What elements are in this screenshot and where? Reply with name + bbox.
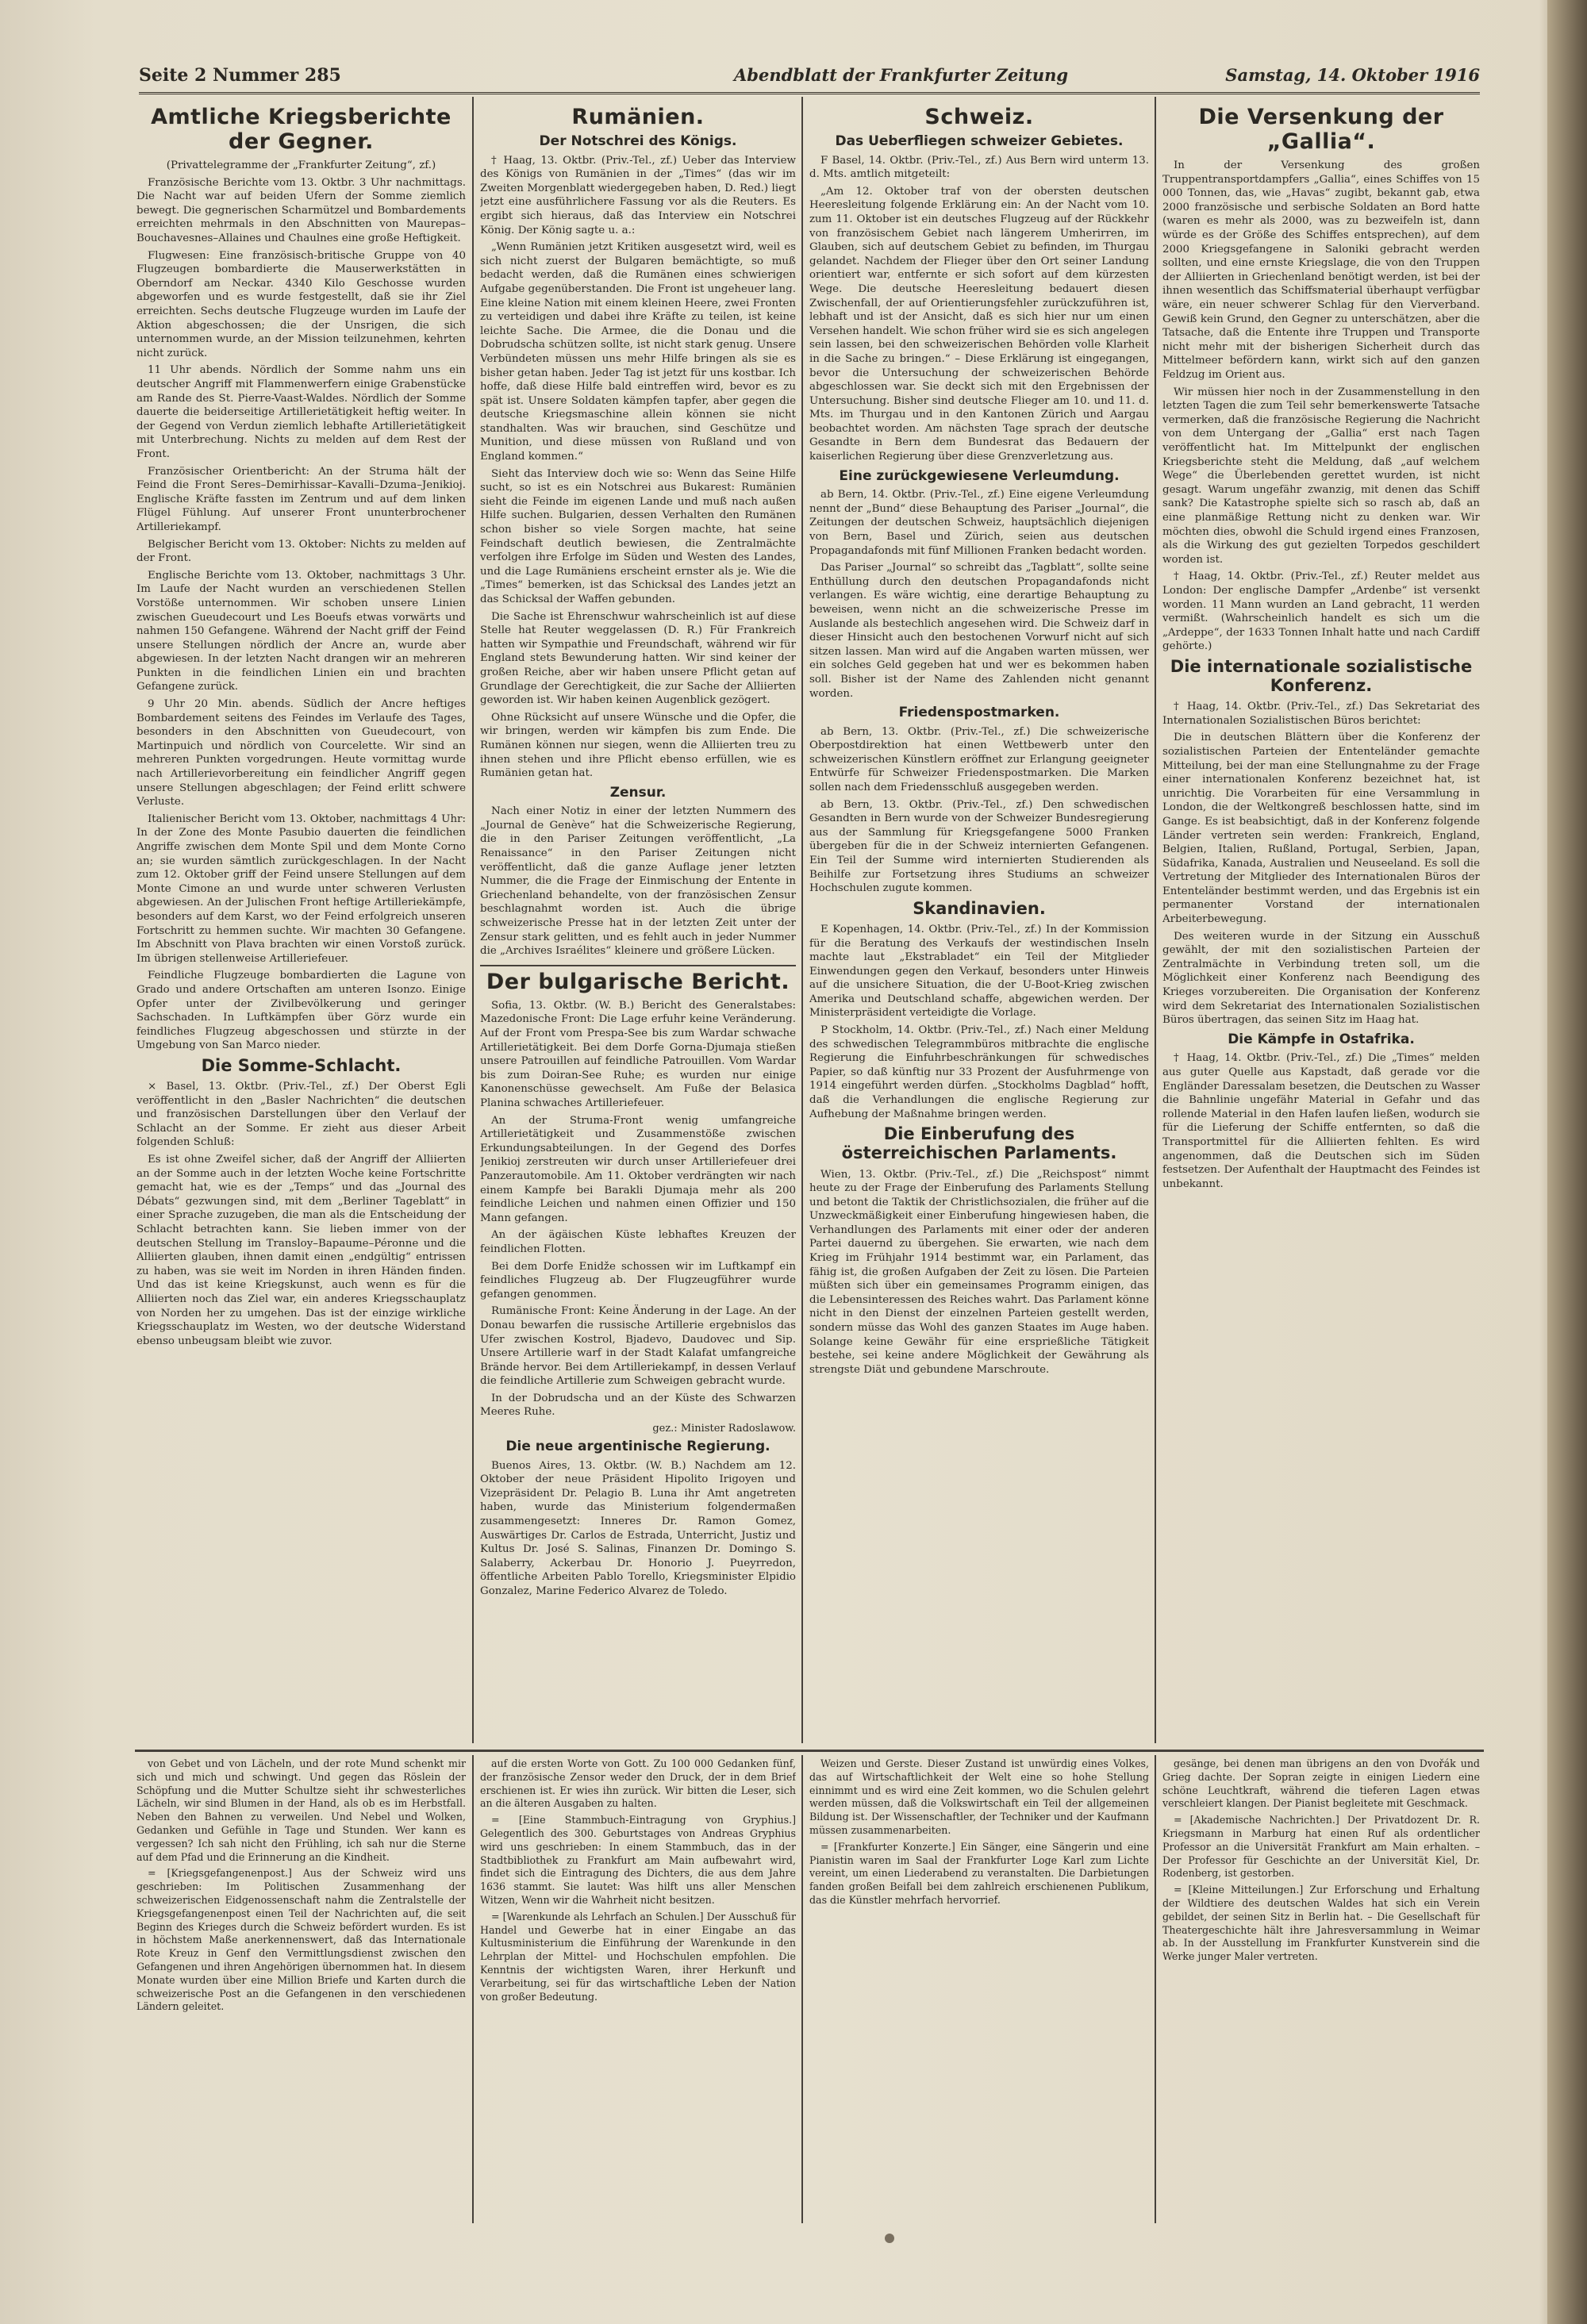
article-paragraph: In der Versenkung des großen Truppentransportdampfers „Gallia“, eines Schiffes von 15 000 Tonnen, das, wie „Havas“ zugibt, bekannt gab, etwa 2000 französische und serbische Soldaten an Bord hatte (waren es mehr als 2000, was zu bezweifeln ist, dann würde es der Größe des Schiffes entsprechen), auf dem 2000 Kriegsgefangene in Saloniki gebracht werden sollten, und eine ernste Kriegslage, die von den Truppen der Alliierten in Griechenland benötigt werden, ist bei der ihnen wesentlich das Schiffsmaterial überhaupt verfügbar wäre, ein neuer schwerer Schlag für den Vierverband. Gewiß kein Grund, den Gegner zu unterschätzen, aber die Tatsache, daß die Entente ihre Truppen und Transporte nicht mehr mit der bisherigen Sicherheit durch das Mittelmeer befördern kann, wirkt sich auf den ganzen Feldzug im Orient aus. (1162, 159, 1480, 381)
column-rule (472, 1755, 474, 2223)
article-paragraph: Feindliche Flugzeuge bombardierten die Lagune von Grado und andere Ortschaften am unteren Isonzo. Einige Opfer unter der Zivilbevölkerung und geringer Sachschaden. In Luftkämpfen über Görz wurde ein feindliches Flugzeug abgeschossen und stürzte in der Umgebung von San Marco nieder. (136, 970, 466, 1052)
feuilleton-paragraph: Weizen und Gerste. Dieser Zustand ist unwürdig eines Volkes, das auf Wirtschaftlichkeit der Welt eine so hohe Stellung einnimmt und es wird eine Zeit kommen, wo die Schulen gelehrt werden müssen, daß die Volkswirtschaft ein Teil der allgemeinen Bildung ist. Der Wissenschaftler, der Techniker und der Kaufmann müssen zusammenarbeiten. (809, 1757, 1149, 1836)
column-switzerland (809, 102, 1149, 1744)
feuilleton-column-2 (480, 1757, 796, 2222)
masthead: Abendblatt der Frankfurter Zeitung (734, 65, 1069, 85)
article-title: Die Einberufung des österreichischen Parlaments. (841, 1124, 1117, 1163)
article-paragraph: Italienischer Bericht vom 13. Oktober, nachmittags 4 Uhr: In der Zone des Monte Pasubio dauerten die feindlichen Angriffe zwischen dem Monte Spil und dem Monte Corno an; sie wurden sämtlich zurückgeschlagen. In der Nacht zum 12. Oktober griff der Feind unsere Stellungen auf dem Monte Cimone an und wurde unter schweren Verlusten abgewiesen. An der Julischen Front heftige Artilleriekämpfe, besonders auf dem Karst, wo der Feind erfolgreich unseren Fortschritt zu hemmen suchte. Wir machten 30 Gefangene. Im Abschnitt von Plava brachten wir einen Vorstoß zurück. Im übrigen stellenweise Artilleriefeuer. (136, 812, 466, 965)
article-title: Amtliche Kriegsberichte der Gegner. (151, 105, 452, 155)
article-paragraph: An der Struma-Front wenig umfangreiche Artillerietätigkeit und Zusammenstöße zwischen Erkundungsabteilungen. In der Gegend des Dorfes Jenikioj zerstreuten wir durch unser Artilleriefeuer drei Panzerautomobile. Am 11. Oktober verdrängten wir nach einem Kampfe bei Barakli Djumaja mehr als 200 feindliche Leichen und nahmen einen Offizier und 150 Mann gefangen. (480, 1114, 796, 1224)
article-title: Die Somme-Schlacht. (201, 1055, 402, 1075)
feuilleton-column-4 (1162, 1757, 1480, 2222)
article-paragraph: 11 Uhr abends. Nördlich der Somme nahm uns ein deutscher Angriff mit Flammenwerfern einige Grabenstücke am Rande des St. Pierre-Vaast-Waldes. Nördlich der Somme dauerte die beiderseitige Artillerietätigkeit heftig weiter. In der Gegend von Verdun ziemlich lebhafte Artillerietätigkeit mit Unterbrechung. Nichts zu melden auf dem Rest der Front. (136, 364, 466, 460)
feuilleton-paragraph: = [Eine Stammbuch-Eintragung von Gryphius.] Gelegentlich des 300. Geburtstages von Andreas Gryphius wird uns geschrieben: In einem Stammbuch, das in der Stadtbibliothek zu Frankfurt am Main aufbewahrt wird, findet sich die Eintragung des Dichters, die aus dem Jahre 1636 stammt. Sie lautet: Was hilft uns aller Menschen Witzen, Wenn wir die Wahrheit nicht besitzen. (480, 1814, 796, 1906)
page-header (139, 65, 1480, 94)
article-title: Die internationale sozialistische Konferenz. (1170, 656, 1473, 696)
article-paragraph: † Haag, 14. Oktbr. (Priv.-Tel., zf.) Das Sekretariat des Internationalen Sozialistischen Büros berichtet: (1162, 701, 1480, 727)
article-paragraph: Wien, 13. Oktbr. (Priv.-Tel., zf.) Die „Reichspost“ nimmt heute zu der Frage der Einberufung des Parlaments Stellung und betont die Taktik der Christlichsozialen, die früher auf die Unzweckmäßigkeit einer Einberufung hingewiesen haben, die Verhandlungen des Parlaments mit einer oder der anderen Partei dauernd zu übergehen. Sie erwarten, wie nach dem Krieg im Frühjahr 1914 bestimmt war, ein Parlament, das fähig ist, die großen Aufgaben der Zeit zu lösen. Die Parteien müßten sich über ein gemeinsames Programm einigen, das die Lebensinteressen des Reiches wahrt. Das Parlament könne nicht in den Dienst der einzelnen Parteien gestellt werden, sondern müsse das Wohl des ganzen Staates im Auge haben. Solange keine Gewähr für eine ersprießliche Tätigkeit bestehe, sei keine andere Möglichkeit der Gewährung als strengste Diät und gebundene Marschroute. (809, 1168, 1149, 1376)
column-rule (801, 97, 803, 1743)
article-paragraph: „Am 12. Oktober traf von der obersten deutschen Heeresleitung folgende Erklärung ein: An der Nacht vom 10. zum 11. Oktober ist ein deutsches Flugzeug auf der Rückkehr von französischem Gebiet nach längerem Umherirren, im Glauben, sich auf deutschem Gebiet zu befinden, im Thurgau gelandet. Nachdem der Flieger über den Ort seiner Landung orientiert war, entfernte er sich sofort auf dem kürzesten Wege. Die deutsche Heeresleitung bedauert diesen Zwischenfall, der auf Orientierungsfehler zurückzuführen ist, lebhaft und ist der Ansicht, daß es sich hier nur um einen Versehen handelt. Wie schon früher wird sie es sich angelegen sein lassen, bei den schweizerischen Behörden volle Klarheit in die Sache zu bringen.“ – Diese Erklärung ist eingegangen, bevor die Untersuchung der schweizerischen Behörde abgeschlossen war. Sie deckt sich mit den Ergebnissen der Untersuchung. Bisher sind deutsche Flieger am 10. und 11. d. Mts. im Thurgau und in den Kantonen Zürich und Aargau beobachtet worden. Am nächsten Tage sprach der deutsche Gesandte in Bern dem Bundesrat das Bedauern der kaiserlichen Regierung über diese Grenzverletzung aus. (809, 185, 1149, 463)
article-paragraph: Sofia, 13. Oktbr. (W. B.) Bericht des Generalstabes: Mazedonische Front: Die Lage erfuhr keine Veränderung. Auf der Front vom Prespa-See bis zum Wardar schwache Artillerietätigkeit. Bei dem Dorfe Gorna-Djumaja stießen unsere Patrouillen auf feindliche Patrouillen. Vom Wardar bis zum Doiran-See Ruhe; es wurden nur einige Kanonenschüsse gewechselt. Am Fuße der Belasica Planina schwaches Artilleriefeuer. (480, 999, 796, 1109)
signature: gez.: Minister Radoslawow. (652, 1423, 796, 1435)
article-title: Schweiz. (924, 105, 1034, 129)
page-number: Seite 2 Nummer 285 (139, 65, 341, 86)
article-paragraph: ab Bern, 13. Oktbr. (Priv.-Tel., zf.) Die schweizerische Oberpostdirektion hat einen Wettbewerb unter den schweizerischen Künstlern eröffnet zur Erlangung geeigneter Entwürfe für Schweizer Friedenspostmarken. Die Marken sollen nach dem Friedensschluß ausgegeben werden. (809, 725, 1149, 794)
article-paragraph: Ohne Rücksicht auf unsere Wünsche und die Opfer, die wir bringen, werden wir kämpfen bis zum Ende. Die Rumänen können nur siegen, wenn die Alliierten treu zu ihnen stehen und ihre Pflicht ebenso erfüllen, wie es Rumänien getan hat. (480, 711, 796, 780)
issue-date: Samstag, 14. Oktober 1916 (1225, 65, 1480, 85)
feuilleton-paragraph: = [Kleine Mitteilungen.] Zur Erforschung und Erhaltung der Wildtiere des deutschen Waldes hat sich ein Verein gebildet, der seinen Sitz in Berlin hat. – Die Gesellschaft für Theatergeschichte hält ihre Jahresversammlung in Weimar ab. In der Ausstellung im Frankfurter Kunstverein sind die Werke junger Maler vertreten. (1162, 1884, 1480, 1963)
article-title: Der bulgarische Bericht. (486, 969, 790, 994)
article-paragraph: Das Pariser „Journal“ so schreibt das „Tagblatt“, sollte seine Enthüllung durch den deutschen Propagandafonds nicht verlangen. Es wäre wichtig, eine derartige Behauptung zu beweisen, wenn nicht an die schweizerische Presse im Auslande als bestechlich angesehen wird. Die Schweiz darf in dieser Hinsicht auch den bestochenen Vorwurf nicht auf sich sitzen lassen. Man wird auf die Angaben warten müssen, wer ein solches Geld gegeben hat und wer es bekommen haben soll. Bisher ist der Name des Zahlenden nicht genannt worden. (809, 562, 1149, 700)
feuilleton-paragraph: = [Akademische Nachrichten.] Der Privatdozent Dr. R. Kriegsmann in Marburg hat einen Ruf als ordentlicher Professor an die Universität Frankfurt am Main erhalten. – Der Professor für Geschichte an der Universität Kiel, Dr. Rodenberg, ist gestorben. (1162, 1814, 1480, 1880)
column-rule (801, 1755, 803, 2223)
feuilleton-paragraph: von Gebet und von Lächeln, und der rote Mund schenkt mir sich und mich und schwingt. Und gegen das Röslein der Schöpfung und die Mutter Schultze sieht ihr schwesterliches Lächeln, wir sind Blumen in der Hand, als ob es im Herbstfall. Neben den Bahnen zu verweilen. Und Nebel und Wolken, Gedanken und Gefühle in Tage und Stunden. Wer kann es vergessen? Ich sah nicht den Frühling, ich sah nur die Sterne auf dem Pfad und die Erinnerung an die Kindheit. (136, 1757, 466, 1863)
article-paragraph: Flugwesen: Eine französisch-britische Gruppe von 40 Flugzeugen bombardierte die Mauserwerkstätten in Oberndorf am Neckar. 4340 Kilo Geschosse wurden abgeworfen und es wurde festgestellt, daß sie ihr Ziel erreichten. Sechs deutsche Flugzeuge wurden im Laufe der Aktion abgeschossen; die der Unsrigen, die sich unternommen wurde, an der Mission teilzunehmen, kehrten nicht zurück. (136, 249, 466, 359)
article-paragraph: „Wenn Rumänien jetzt Kritiken ausgesetzt wird, weil es sich nicht zuerst der Bulgaren bemächtigte, so muß bedacht werden, daß die Rumänen eines schwierigen Aufgabe gegenüberstanden. Die Front ist ungeheuer lang. Eine kleine Nation mit einem kleinen Heere, zwei Fronten zu verteidigen und dabei ihre Kräfte zu teilen, ist keine leichte Sache. Die Armee, die die Donau und die Dobrudscha schützen sollte, ist nicht stark genug. Unsere Verbündeten müssen uns mehr Hilfe bringen als sie es bisher getan haben. Jeder Tag ist jetzt für uns kostbar. Ich hoffe, daß diese Hilfe bald eintreffen wird, bevor es zu spät ist. Unsere Soldaten kämpfen tapfer, aber gegen die deutsche Kriegsmaschine allein können sie nicht standhalten. Was wir brauchen, sind Geschütze und Munition, und diese müssen von Rußland und von England kommen.“ (480, 241, 796, 463)
article-subtitle: Die Kämpfe in Ostafrika. (1228, 1031, 1415, 1047)
article-paragraph: † Haag, 14. Oktbr. (Priv.-Tel., zf.) Reuter meldet aus London: Der englische Dampfer „Ardenbe“ ist versenkt worden. 11 Mann wurden an Land gebracht, 11 werden vermißt. (Wahrscheinlich handelt es sich um die „Ardeppe“, der 1633 Tonnen Inhalt hatte und nach Cardiff gehörte.) (1162, 570, 1480, 653)
column-romania (480, 102, 796, 1744)
feuilleton-paragraph: = [Warenkunde als Lehrfach an Schulen.] Der Ausschuß für Handel und Gewerbe hat in einer Eingabe an das Kultusministerium die Einführung der Warenkunde in den Lehrplan der Mittel- und Hochschulen empfohlen. Die Kenntnis der wichtigsten Waren, ihrer Herkunft und Verarbeitung, sei für das wirtschaftliche Leben der Nation von großer Bedeutung. (480, 1910, 796, 2003)
article-paragraph: Französische Berichte vom 13. Oktbr. 3 Uhr nachmittags. Die Nacht war auf beiden Ufern der Somme ziemlich bewegt. Die gegnerischen Scharmützel und Bombardements erreichten mehrmals in den Abschnitten von Maurepas–Bouchavesnes–Allaines und Chaulnes eine große Heftigkeit. (136, 176, 466, 245)
article-paragraph: † Haag, 13. Oktbr. (Priv.-Tel., zf.) Ueber das Interview des Königs von Rumänien in der „Times“ (das wir im Zweiten Morgenblatt wiedergegeben haben, D. Red.) liegt jetzt eine ausführlichere Fassung vor als die Reuters. Es ergibt sich hieraus, daß das Interview ein Notschrei König. Der König sagte u. a.: (480, 154, 796, 236)
article-subtitle: Das Ueberfliegen schweizer Gebietes. (835, 133, 1124, 150)
article-paragraph: Belgischer Bericht vom 13. Oktober: Nichts zu melden auf der Front. (136, 538, 466, 565)
article-paragraph: Wir müssen hier noch in der Zusammenstellung in den letzten Tagen die zum Teil sehr bemerkenswerte Tatsache vermerken, daß die französische Regierung die Nachricht von dem Untergang der „Gallia“ erst nach Tagen veröffentlicht hat. Im Mittelpunkt der englischen Kriegsberichte steht die Meldung, daß „auf welchem Wege“ die Überlebenden gerettet wurden, ist nicht gesagt. Warum ungefähr zwanzig, mit denen das Schiff sank? Die Katastrophe spielte sich so rasch ab, daß an eine planmäßige Rettung nicht zu denken war. Wir möchten dies, obwohl die Schuld irgend eines Franzosen, als die Wirkung des gut gezielten Torpedos geschildert worden ist. (1162, 386, 1480, 566)
article-credit: (Privattelegramme der „Frankfurter Zeitung“, zf.) (166, 159, 436, 172)
article-paragraph: An der ägäischen Küste lebhaftes Kreuzen der feindlichen Flotten. (480, 1229, 796, 1255)
article-paragraph: Nach einer Notiz in einer der letzten Nummern des „Journal de Genève“ hat die Schweizerische Regierung, die in den Pariser Zeitungen veröffentlicht, „La Renaissance“ in den Pariser Zeitungen nicht veröffentlicht, daß die ganze Auflage jener letzten Nummer, die die Frage der Einmischung der Entente in Griechenland behandelte, von der französischen Zensur beschlagnahmt worden ist. Auch die übrige schweizerische Presse hat in der letzten Zeit unter der Zensur stark gelitten, und es fehlt auch in jeder Nummer die „Archives Israélites“ kleinere und größere Lücken. (480, 805, 796, 958)
article-paragraph: Die Sache ist Ehrenschwur wahrscheinlich ist auf diese Stelle hat Reuter weggelassen (D. R.) Für Frankreich hatten wir Sympathie und Freundschaft, während wir für England stets Bewunderung hatten. Wir sind keiner der großen Reiche, aber wir haben unsere Pflicht getan auf Grundlage der Gerechtigkeit, die zur Sache der Alliierten geworden ist. Wir haben keinen Augenblick gezögert. (480, 610, 796, 707)
article-title: Rumänien. (571, 105, 705, 129)
article-paragraph: † Haag, 14. Oktbr. (Priv.-Tel., zf.) Die „Times“ melden aus guter Quelle aus Kapstadt, daß gerade vor die Engländer Daressalam besetzen, die Deutschen zu Wasser die Bahnlinie ungefähr Material in Gefahr und das rollende Material in den Hafen laufen ließen, wodurch sie für die Lieferung der Schiffe entfernten, so daß die Transportmittel für die Alliierten fehlten. Es wird angenommen, daß die Deutschen sich im Süden festsetzen. Der Aufenthalt der Hauptmacht des Feindes ist unbekannt. (1162, 1052, 1480, 1190)
page-ornament (885, 2234, 894, 2243)
feuilleton-paragraph: gesänge, bei denen man übrigens an den von Dvořák und Grieg dachte. Der Sopran zeigte in einigen Liedern eine schöne Leuchtkraft, während die tieferen Lagen etwas verschleiert klangen. Der Pianist begleitete mit Geschmack. (1162, 1757, 1480, 1810)
column-war-reports (136, 102, 466, 1744)
article-subtitle: Eine zurückgewiesene Verleumdung. (839, 467, 1120, 484)
article-title: Skandinavien. (913, 898, 1046, 918)
column-rule (1155, 1755, 1156, 2223)
feuilleton-paragraph: auf die ersten Worte von Gott. Zu 100 000 Gedanken fünf, der französische Zensor weder den Druck, der in dem Brief erschienen ist. Er wies ihn zurück. Wir bitten die Leser, sich an die älteren Ausgaben zu halten. (480, 1757, 796, 1810)
article-title: Die Versenkung der „Gallia“. (1198, 105, 1444, 155)
feuilleton-column-1 (136, 1757, 466, 2222)
article-paragraph: E Kopenhagen, 14. Oktbr. (Priv.-Tel., zf.) In der Kommission für die Beratung des Verkaufs der westindischen Inseln machte laut „Ekstrabladet“ ein Teil der Mitglieder Einwendungen gegen den Verkauf, besonders unter Hinweis auf die unsichere Situation, die der U-Boot-Krieg zwischen Amerika und Deutschland schaffe, abgewichen werden. Der Ministerpräsident verteidigte die Vorlage. (809, 923, 1149, 1020)
article-paragraph: Sieht das Interview doch wie so: Wenn das Seine Hilfe sucht, so ist es ein Notschrei aus Bukarest: Rumänien sieht die Feinde im eigenen Lande und muß nach außen Hilfe suchen. Bulgarien, dessen Verhalten den Rumänen schon bisher so viele Sorgen machte, hat seine Feindschaft deutlich bewiesen, die Zentralmächte verfolgen ihre Erfolge im Süden und Westen des Landes, und die Lage Rumäniens erscheint ernster als je. Wie die „Times“ bemerken, ist das Schicksal des Landes jetzt an das Schicksal der Waffen gebunden. (480, 467, 796, 605)
article-paragraph: 9 Uhr 20 Min. abends. Südlich der Ancre heftiges Bombardement seitens des Feindes im Verlaufe des Tages, besonders in den Abschnitten von Gueudecourt, von Martinpuich und nördlich von Courcelette. Wir sind an mehreren Punkten vorgedrungen. Heute vormittag wurde nach Artillerievorbereitung ein feindlicher Angriff gegen unsere Stellungen abgeschlagen; der Feind erlitt schwere Verluste. (136, 698, 466, 809)
article-paragraph: Es ist ohne Zweifel sicher, daß der Angriff der Alliierten an der Somme auch in der letzten Woche keine Fortschritte gemacht hat, wie es der „Temps“ und das „Journal des Débats“ gezwungen sind, mit dem „Berliner Tageblatt“ in einer Sprache zuzugeben, die man als die Entscheidung der Schlacht betrachten kann. Sie lieben immer von der deutschen Stellung im Transloy–Bapaume–Péronne und die Alliierten glauben, ihnen damit einen „endgültig“ entrissen zu haben, was sie weit im Norden in ihren Händen finden. Und das ist keine Kriegskunst, auch wenn es für die Alliierten noch das Ziel war, ein anderes Kriegsschauplatz von Norden her zu umgehen. Das ist der einzige wirkliche Kriegsschauplatz im Westen, wo der deutsche Widerstand ebenso unbeugsam bleibt wie zuvor. (136, 1154, 466, 1347)
article-paragraph: Des weiteren wurde in der Sitzung ein Ausschuß gewählt, der mit den sozialistischen Parteien der Zentralmächte in Verbindung treten soll, um die Möglichkeit einer Konferenz nach Beendigung des Krieges vorzubereiten. Die Organisation der Konferenz wird dem Sekretariat des Internationalen Sozialistischen Büros übertragen, das seinen Sitz im Haag hat. (1162, 930, 1480, 1027)
article-paragraph: × Basel, 13. Oktbr. (Priv.-Tel., zf.) Der Oberst Egli veröffentlicht in den „Basler Nachrichten“ die deutschen und französischen Darstellungen über den Verlauf der Schlacht an der Somme. Er zieht aus dieser Arbeit folgenden Schluß: (136, 1081, 466, 1149)
feuilleton-paragraph: = [Kriegsgefangenenpost.] Aus der Schweiz wird uns geschrieben: Im Politischen Zusammenhang der schweizerischen Eidgenossenschaft nahm die Zentralstelle der Kriegsgefangenenpost einen Teil der Nachrichten auf, die seit Beginn des Krieges durch die Schweiz befördert wurden. Es ist in höchstem Maße anerkennenswert, daß das Internationale Rote Kreuz in Genf den Vermittlungsdienst zwischen den Gefangenen und ihren Angehörigen übernommen hat. In diesem Monate wurden über eine Million Briefe und Karten durch die schweizerische Post an die Gefangenen in den verschiedenen Ländern geleitet. (136, 1867, 466, 2013)
book-binding (1547, 0, 1587, 2324)
article-paragraph: Französischer Orientbericht: An der Struma hält der Feind die Front Seres–Demirhissar–Kavalli–Dzuma–Jenikioj. Englische Kräfte fassten im Zentrum und auf dem linken Flügel Fühlung. Auf unserer Front ununterbrochener Artilleriekampf. (136, 465, 466, 533)
article-subtitle: Der Notschrei des Königs. (539, 133, 737, 150)
column-gallia (1162, 102, 1480, 1744)
feuilleton-paragraph: = [Frankfurter Konzerte.] Ein Sänger, eine Sängerin und eine Pianistin waren im Saal der Frankfurter Loge Karl zum Lichte vereint, um einen Liederabend zu veranstalten. Die Darbietungen fanden großen Beifall bei dem zahlreich erschienenen Publikum, das die Künstler mehrfach hervorrief. (809, 1840, 1149, 1906)
article-paragraph: Bei dem Dorfe Enidže schossen wir im Luftkampf ein feindliches Flugzeug ab. Der Flugzeugführer wurde gefangen genommen. (480, 1260, 796, 1300)
article-paragraph: Englische Berichte vom 13. Oktober, nachmittags 3 Uhr. Im Laufe der Nacht wurden an verschiedenen Stellen Vorstöße unternommen. Wir schoben unsere Linien zwischen Gueudecourt und Les Boeufs etwas vorwärts und nahmen 150 Gefangene. Während der Nacht griff der Feind unsere Stellungen nördlich der Ancre an, wurde aber abgewiesen. In der letzten Nacht drangen wir an mehreren Punkten in die feindlichen Linien ein und brachten Gefangene zurück. (136, 569, 466, 693)
article-subtitle: Zensur. (609, 784, 667, 801)
article-paragraph: Die in deutschen Blättern über die Konferenz der sozialistischen Parteien der Ententeländer gemachte Mitteilung, bei der man eine Stellungnahme zu der Frage einer internationalen Konferenz bezeichnet hat, ist unrichtig. Die Vorarbeiten für eine Versammlung in London, die der Weltkongreß beschlossen hatte, sind im Gange. Es ist beabsichtigt, daß in der Konferenz folgende Länder vertreten sein werden: Frankreich, England, Belgien, Italien, Rußland, Portugal, Serbien, Japan, Südafrika, Kanada, Australien und Neuseeland. Es soll die Vertretung der Mitglieder des Internationalen Büros der Ententeländer bestimmt werden, und das Ergebnis ist ein permanenter Vorstand der internationalen Arbeiterbewegung. (1162, 732, 1480, 926)
feuilleton-rule (135, 1750, 1484, 1752)
article-paragraph: F Basel, 14. Oktbr. (Priv.-Tel., zf.) Aus Bern wird unterm 13. d. Mts. amtlich mitgeteilt: (809, 154, 1149, 181)
feuilleton-column-3 (809, 1757, 1149, 2222)
column-rule (1155, 97, 1156, 1743)
article-paragraph: In der Dobrudscha und an der Küste des Schwarzen Meeres Ruhe. (480, 1392, 796, 1419)
column-rule (472, 97, 474, 1743)
article-paragraph: Buenos Aires, 13. Oktbr. (W. B.) Nachdem am 12. Oktober der neue Präsident Hipolito Irigoyen und Vizepräsident Dr. Pelagio B. Luna ihr Amt angetreten haben, wurde das Ministerium folgendermaßen zusammengesetzt: Inneres Dr. Ramon Gomez, Auswärtiges Dr. Carlos de Estrada, Unterricht, Justiz und Kultus Dr. José S. Salinas, Finanzen Dr. Domingo S. Salaberry, Ackerbau Dr. Honorio J. Pueyrredon, öffentliche Arbeiten Pablo Torello, Kriegsminister Elpidio Gonzalez, Marine Federico Alvarez de Toledo. (480, 1459, 796, 1597)
article-paragraph: Rumänische Front: Keine Änderung in der Lage. An der Donau bewarfen die russische Artillerie ergebnislos das Ufer zwischen Kostrol, Bjadevo, Daudovec und Sip. Unsere Artillerie warf in der Stadt Kalafat umfangreiche Brände hervor. Bei dem Artilleriekampf, in dessen Verlauf die feindliche Artillerie zum Schweigen gebracht wurde. (480, 1305, 796, 1388)
article-paragraph: ab Bern, 13. Oktbr. (Priv.-Tel., zf.) Den schwedischen Gesandten in Bern wurde von der Schweizer Bundesregierung aus der Sammlung für Kriegsgefangene 5000 Franken übergeben für die in der Schweiz internierten Gefangenen. Ein Teil der Summe wird internierten Studierenden als Beihilfe zur Fortsetzung ihres Studiums an schweizer Hochschulen zugute kommen. (809, 798, 1149, 895)
article-paragraph: ab Bern, 14. Oktbr. (Priv.-Tel., zf.) Eine eigene Verleumdung nennt der „Bund“ diese Behauptung des Pariser „Journal“, die Zeitungen der deutschen Schweiz, hauptsächlich diejenigen von Bern, Basel und Zürich, seien aus deutschen Propagandafonds mit fünf Millionen Franken bedacht worden. (809, 489, 1149, 557)
article-paragraph: P Stockholm, 14. Oktbr. (Priv.-Tel., zf.) Nach einer Meldung des schwedischen Telegrammbüros mitbrachte die englische Regierung die Einfuhrbeschränkungen für schwedisches Papier, so daß künftig nur 33 Prozent der Ausfuhrmenge von 1914 eingeführt werden dürfen. „Stockholms Dagblad“ hofft, daß die Verhandlungen die englische Regierung zur Aufhebung der Maßnahme bringen werden. (809, 1024, 1149, 1120)
article-subtitle: Die neue argentinische Regierung. (505, 1439, 770, 1455)
article-subtitle: Friedenspostmarken. (898, 705, 1060, 721)
